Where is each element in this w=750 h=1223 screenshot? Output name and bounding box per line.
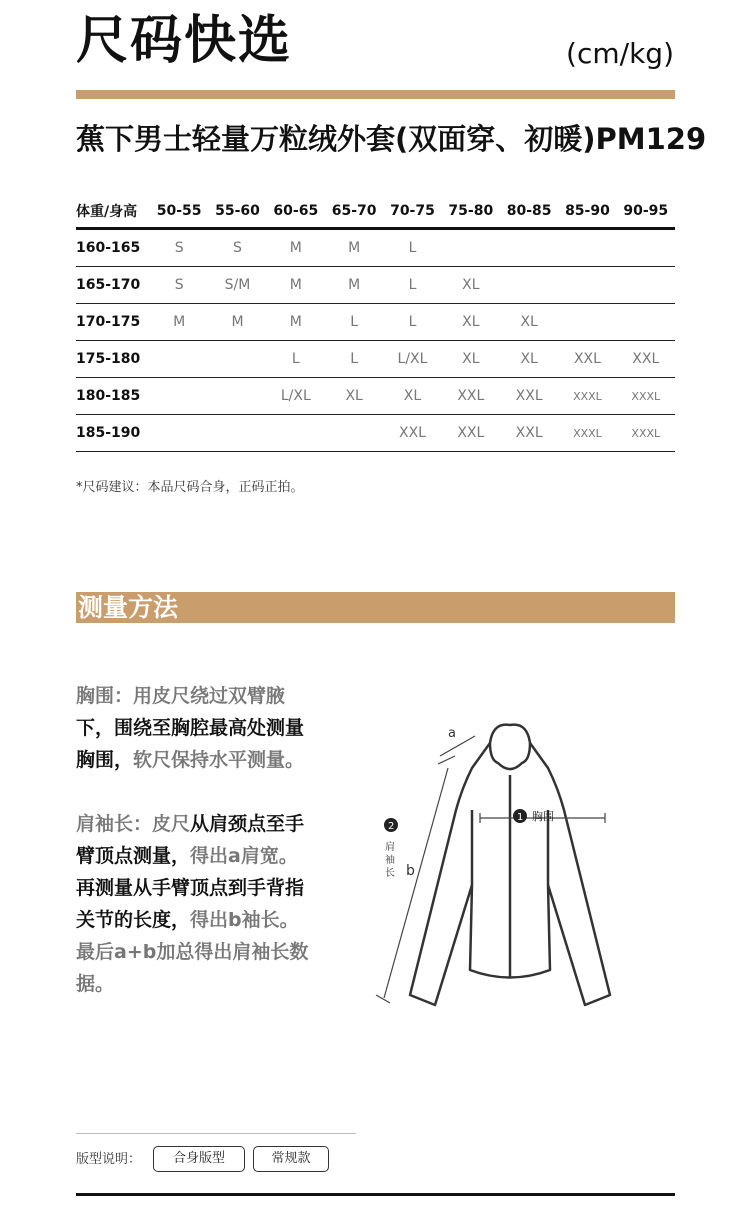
- chest-label: 胸围: [532, 810, 554, 823]
- height-range-label: 160-165: [76, 240, 141, 256]
- label-b: b: [406, 863, 415, 879]
- size-cell: XXXL: [631, 426, 661, 440]
- table-row: [76, 378, 675, 415]
- weight-column-header: 55-60: [215, 203, 260, 219]
- size-cell: XXL: [632, 351, 660, 367]
- size-cell: M: [348, 277, 361, 293]
- size-cell: XXXL: [573, 426, 602, 440]
- weight-column-header: 85-90: [565, 203, 610, 219]
- height-range-label: 170-175: [76, 314, 141, 330]
- size-table: [76, 195, 675, 452]
- weight-column-header: 90-95: [623, 203, 669, 219]
- chest-instructions: [76, 680, 336, 776]
- sleeve-label-char: 长: [385, 868, 395, 879]
- table-row: [76, 230, 675, 267]
- fit-divider: [76, 1133, 356, 1134]
- size-cell: S/M: [224, 277, 251, 293]
- sleeve-label-char: 袖: [385, 855, 395, 866]
- sleeve-label-char: 肩: [385, 842, 395, 853]
- bottom-divider: [76, 1193, 675, 1196]
- size-cell: XXL: [515, 425, 543, 441]
- weight-column-header: 80-85: [506, 203, 552, 219]
- size-cell: XXL: [573, 351, 601, 367]
- label-a: a: [448, 726, 456, 741]
- page-title: 尺码快选: [76, 11, 293, 71]
- size-cell: S: [174, 277, 184, 293]
- size-cell: M: [348, 240, 361, 256]
- size-cell: L: [291, 351, 300, 367]
- size-cell: L: [350, 351, 359, 367]
- size-cell: M: [289, 314, 302, 330]
- size-cell: XL: [462, 314, 480, 330]
- weight-column-header: 60-65: [273, 203, 319, 219]
- size-cell: L: [408, 314, 417, 330]
- size-cell: XL: [462, 351, 480, 367]
- size-cell: XL: [520, 351, 538, 367]
- size-cell: XL: [403, 388, 422, 404]
- size-cell: M: [289, 277, 302, 293]
- size-cell: L: [350, 314, 359, 330]
- marker-1-number: 1: [517, 812, 524, 823]
- size-cell: L/XL: [280, 388, 311, 404]
- unit-label: (cm/kg): [566, 37, 674, 70]
- height-range-label: 185-190: [76, 425, 141, 441]
- jacket-outline: [410, 725, 610, 1005]
- weight-column-header: 50-55: [156, 203, 202, 219]
- size-cell: L: [408, 240, 417, 256]
- size-note: *尺码建议：本品尺码合身，正码正拍。: [76, 480, 304, 495]
- size-cell: M: [231, 314, 244, 330]
- size-cell: XXL: [515, 388, 543, 404]
- size-cell: L: [408, 277, 417, 293]
- table-row: [76, 304, 675, 341]
- size-cell: XL: [462, 277, 480, 293]
- weight-column-header: 75-80: [448, 203, 494, 219]
- sleeve-line: 据。: [76, 973, 115, 995]
- weight-column-header: 70-75: [390, 203, 435, 219]
- size-cell: XXXL: [631, 389, 661, 403]
- size-cell: XXL: [457, 388, 485, 404]
- height-range-label: 180-185: [76, 388, 141, 404]
- chest-line: 下，围绕至胸腔最高处测量: [76, 717, 305, 739]
- size-cell: S: [233, 240, 242, 256]
- jacket-diagram: [360, 700, 680, 1020]
- table-row: [76, 267, 675, 304]
- sleeve-line: 肩袖长：皮尺从肩颈点至手: [76, 813, 305, 835]
- weight-column-header: 65-70: [331, 203, 377, 219]
- accent-divider: [76, 90, 675, 99]
- chest-line: 胸围，软尺保持水平测量。: [76, 749, 305, 771]
- size-cell: M: [289, 240, 302, 256]
- size-cell: XXXL: [573, 389, 602, 403]
- fit-tag: 合身版型: [153, 1146, 245, 1172]
- sleeve-line: 臂顶点测量，得出a肩宽。: [76, 845, 298, 867]
- section-title: 测量方法: [78, 593, 179, 622]
- chest-line: 胸围：用皮尺绕过双臂腋: [76, 685, 286, 707]
- product-name: 蕉下男士轻量万粒绒外套(双面穿、初暖)PM129: [76, 122, 707, 156]
- height-range-label: 175-180: [76, 351, 141, 367]
- sleeve-instructions: [76, 808, 336, 1000]
- size-cell: XXL: [398, 425, 426, 441]
- size-cell: L/XL: [397, 351, 428, 367]
- size-cell: XL: [520, 314, 538, 330]
- table-header-row: [76, 195, 675, 230]
- height-range-label: 165-170: [76, 277, 141, 293]
- sleeve-line: 关节的长度，得出b袖长。: [76, 909, 299, 931]
- sleeve-line: 再测量从手臂顶点到手背指: [76, 877, 305, 899]
- table-row: [76, 415, 675, 452]
- table-corner-label: 体重/身高: [76, 204, 138, 220]
- marker-2-number: 2: [388, 821, 395, 832]
- table-row: [76, 341, 675, 378]
- size-cell: XL: [345, 388, 363, 404]
- size-cell: S: [174, 240, 184, 256]
- fit-tag: 常规款: [253, 1146, 329, 1172]
- size-cell: M: [173, 314, 186, 330]
- size-cell: XXL: [457, 425, 485, 441]
- fit-label: 版型说明：: [76, 1152, 142, 1167]
- sleeve-line: 最后a+b加总得出肩袖长数: [76, 941, 309, 963]
